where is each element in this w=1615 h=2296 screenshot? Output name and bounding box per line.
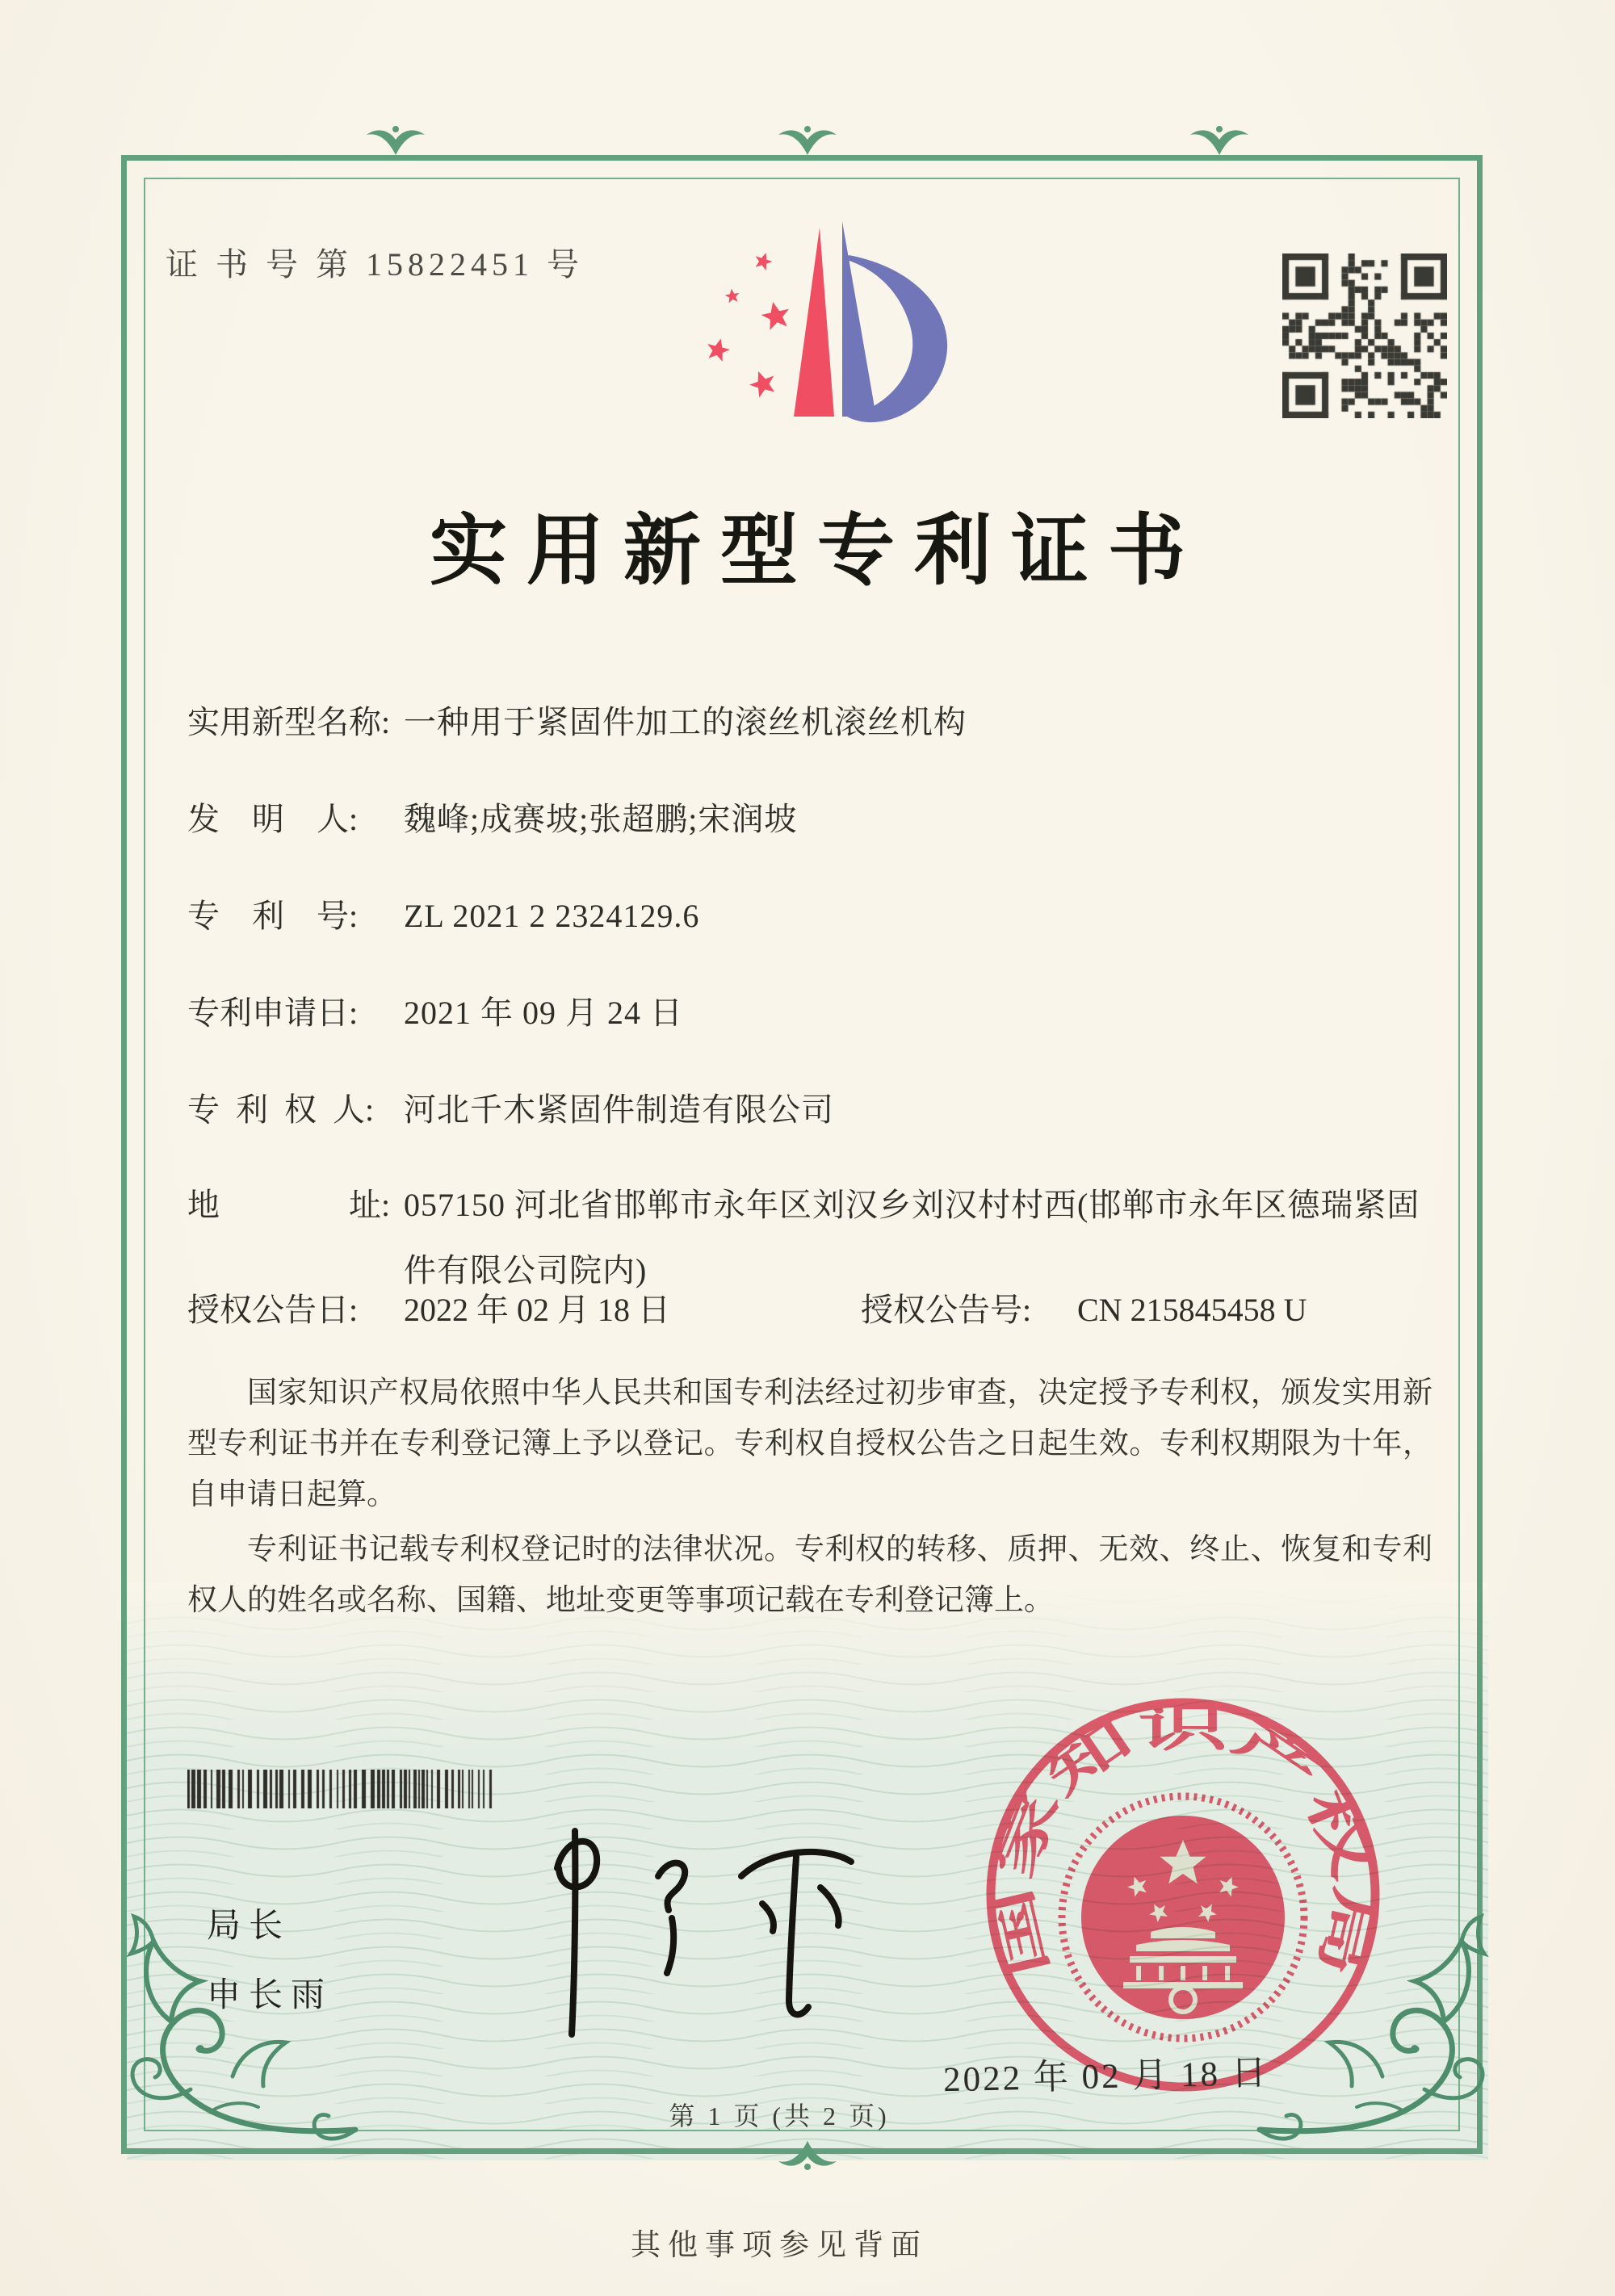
field-label: 专利申请日: xyxy=(187,995,359,1031)
certificate-title: 实用新型专利证书 xyxy=(430,508,1205,594)
field-label: 专 利 号: xyxy=(187,898,359,934)
field-value: 魏峰;成赛坡;张超鹏;宋润坡 xyxy=(404,801,798,837)
cnipa-patent-logo-icon xyxy=(682,212,957,459)
field-value: 一种用于紧固件加工的滚丝机滚丝机构 xyxy=(404,704,967,740)
grant-number-pair xyxy=(861,1292,1307,1329)
cnipa-red-seal-icon xyxy=(969,1681,1397,2109)
grant-date-pair xyxy=(187,1292,783,1329)
legal-paragraph: 国家知识产权局依照中华人民共和国专利法经过初步审查，决定授予专利权，颁发实用新型专利证书并在专利登记簿上予以登记。专利权自授权公告之日起生效。专利权期限为十年，自申请日起算。 xyxy=(187,1376,1433,1511)
field-row-grant xyxy=(187,1292,1435,1329)
back-side-note: 其他事项参见背面 xyxy=(631,2229,928,2262)
qr-code-canvas xyxy=(1282,253,1447,418)
field-value: 2021 年 09 月 24 日 xyxy=(404,995,683,1031)
field-value: ZL 2021 2 2324129.6 xyxy=(404,898,700,934)
director-name: 申长雨 xyxy=(207,1977,333,2014)
legal-paragraph: 专利证书记载专利权登记时的法律状况。专利权的转移、质押、无效、终止、恢复和专利权人的姓名或名称、国籍、地址变更等事项记载在专利登记簿上。 xyxy=(187,1533,1433,1617)
field-row-address xyxy=(187,1172,1435,1303)
barcode-canvas xyxy=(187,1770,493,1808)
director-position-label: 局长 xyxy=(207,1908,292,1945)
certificate-number: 证 书 号 第 15822451 号 xyxy=(166,246,584,283)
page-number: 第 1 页 (共 2 页) xyxy=(669,2101,890,2131)
field-label: 授权公告号: xyxy=(861,1292,1032,1328)
border-tuft-ornament xyxy=(759,121,856,157)
border-tuft-ornament xyxy=(347,121,444,157)
field-label: 专 利 权 人: xyxy=(187,1091,375,1128)
field-value: 057150 河北省邯郸市永年区刘汉乡刘汉村村西(邯郸市永年区德瑞紧固件有限公司院内) xyxy=(404,1187,1420,1288)
border-tuft-ornament xyxy=(1171,121,1268,157)
field-value: 2022 年 02 月 18 日 xyxy=(404,1292,670,1328)
seal-date: 2022 年 02 月 18 日 xyxy=(942,2054,1269,2100)
field-label: 地 址: xyxy=(187,1187,391,1223)
field-row-filing-date xyxy=(187,995,1435,1032)
field-value: CN 215845458 U xyxy=(1077,1292,1307,1328)
director-signature-icon xyxy=(484,1818,904,2052)
field-row-utility-model-name xyxy=(187,704,1435,741)
field-label: 实用新型名称: xyxy=(187,704,391,740)
field-value: 河北千木紧固件制造有限公司 xyxy=(404,1091,834,1128)
field-label: 授权公告日: xyxy=(187,1292,359,1328)
barcode xyxy=(187,1770,493,1812)
field-row-patent-number xyxy=(187,898,1435,935)
field-label: 发 明 人: xyxy=(187,801,359,837)
legal-text xyxy=(187,1368,1433,1626)
seal-org-text: 国家知识产权局 xyxy=(984,1699,1384,1983)
field-row-inventors xyxy=(187,801,1435,838)
qr-code xyxy=(1282,253,1447,422)
field-row-patentee xyxy=(187,1091,1435,1129)
